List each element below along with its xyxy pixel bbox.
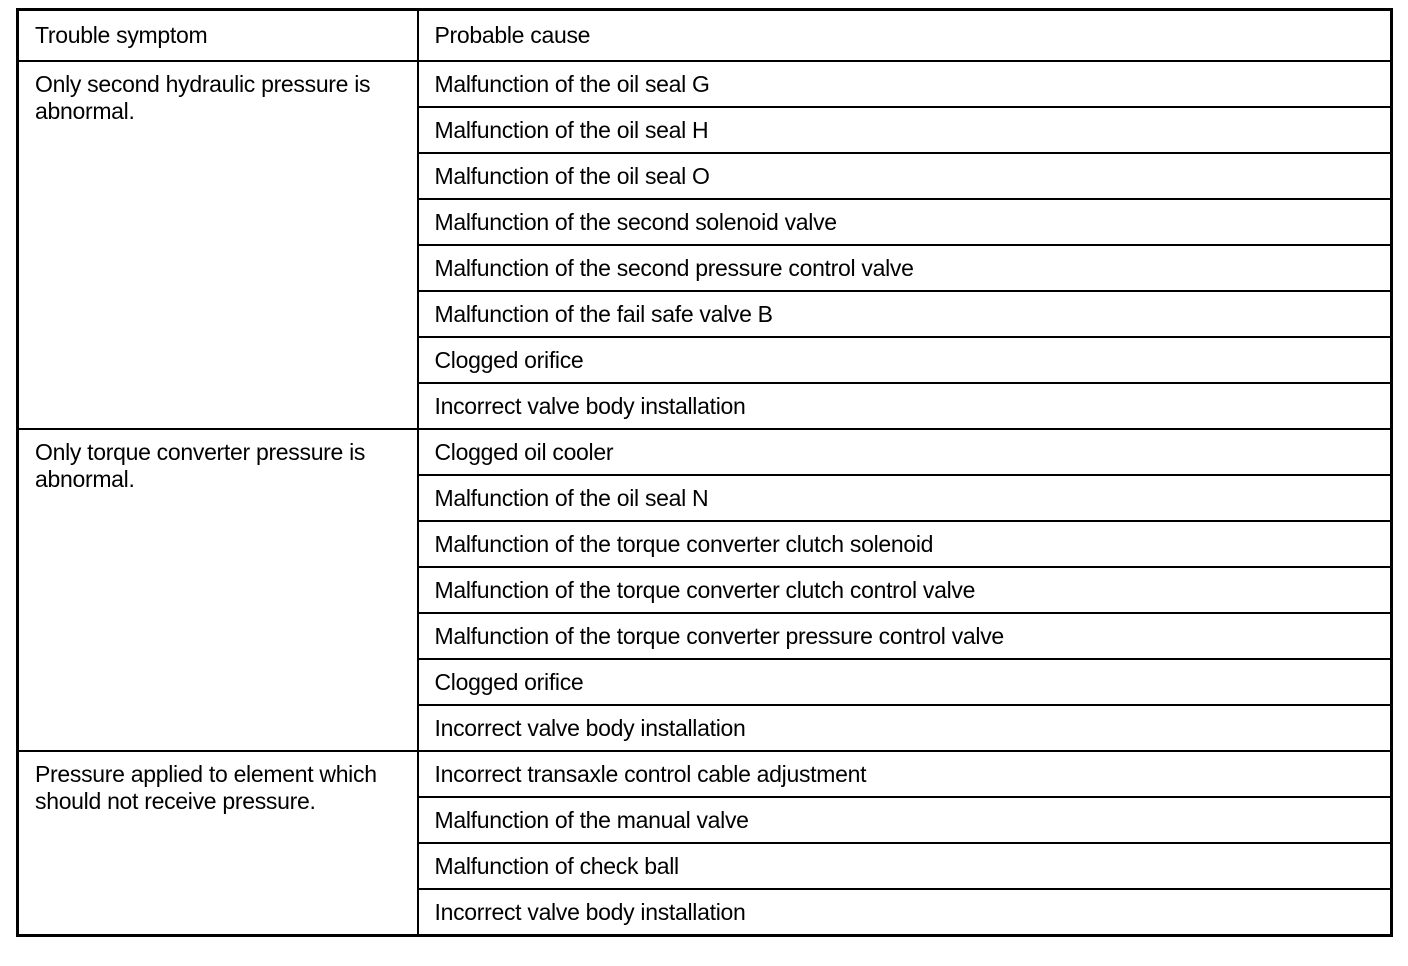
probable-cause: Malfunction of the oil seal H	[418, 107, 1392, 153]
probable-cause: Malfunction of the oil seal G	[418, 61, 1392, 107]
header-probable-cause: Probable cause	[418, 10, 1392, 62]
header-row	[18, 10, 1392, 62]
header-trouble-symptom: Trouble symptom	[18, 10, 418, 62]
probable-cause: Incorrect valve body installation	[418, 705, 1392, 751]
probable-cause: Clogged oil cooler	[418, 429, 1392, 475]
probable-cause: Malfunction of check ball	[418, 843, 1392, 889]
table-header	[18, 10, 1392, 62]
probable-cause: Incorrect valve body installation	[418, 889, 1392, 936]
probable-cause: Clogged orifice	[418, 659, 1392, 705]
table-body	[18, 61, 1392, 936]
troubleshooting-table	[16, 8, 1393, 937]
probable-cause: Malfunction of the second pressure control valve	[418, 245, 1392, 291]
probable-cause: Malfunction of the second solenoid valve	[418, 199, 1392, 245]
probable-cause: Malfunction of the torque converter clutch control valve	[418, 567, 1392, 613]
table-row	[18, 429, 1392, 475]
probable-cause: Incorrect valve body installation	[418, 383, 1392, 429]
probable-cause: Malfunction of the torque converter clutch solenoid	[418, 521, 1392, 567]
probable-cause: Incorrect transaxle control cable adjustment	[418, 751, 1392, 797]
probable-cause: Clogged orifice	[418, 337, 1392, 383]
probable-cause: Malfunction of the oil seal N	[418, 475, 1392, 521]
probable-cause: Malfunction of the fail safe valve B	[418, 291, 1392, 337]
probable-cause: Malfunction of the torque converter pressure control valve	[418, 613, 1392, 659]
probable-cause: Malfunction of the manual valve	[418, 797, 1392, 843]
table-row	[18, 61, 1392, 107]
probable-cause: Malfunction of the oil seal O	[418, 153, 1392, 199]
symptom-pressure-applied-to-element: Pressure applied to element which should not receive pressure.	[18, 751, 418, 936]
table-row	[18, 751, 1392, 797]
symptom-second-hydraulic-pressure: Only second hydraulic pressure is abnormal.	[18, 61, 418, 429]
symptom-torque-converter-pressure: Only torque converter pressure is abnormal.	[18, 429, 418, 751]
